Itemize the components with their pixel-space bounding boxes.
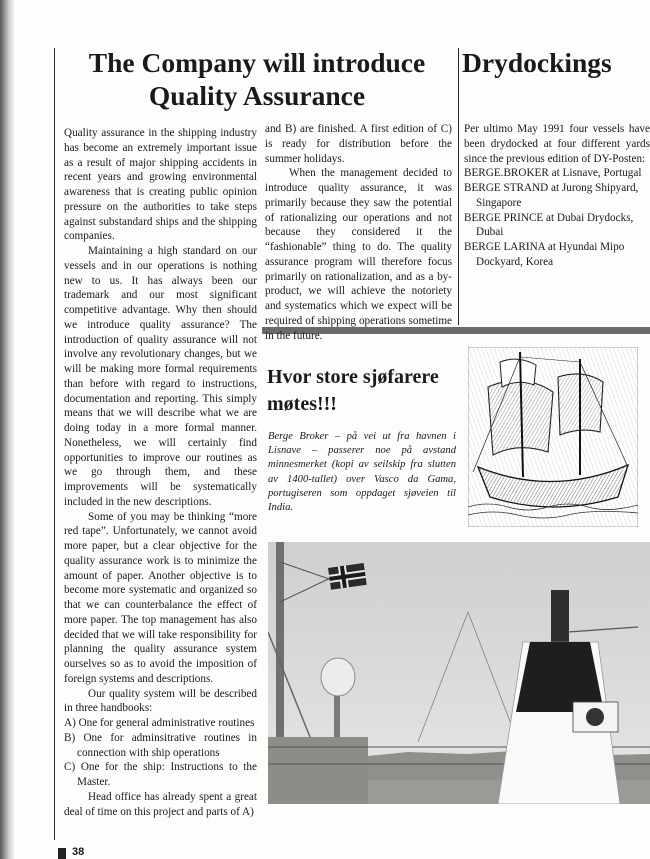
page-number: 38: [72, 846, 85, 858]
drydock-entry: BERGE STRAND at Jurong Shipyard, Singapore: [464, 182, 639, 209]
center-column-rule: [458, 48, 459, 325]
feature-caption: Berge Broker – på vei ut fra havnen i Lisnave – passerer noe på avstand minnesmerket (kopi av seilskip fra slutten av 1400-tallet) over Vasco da Gama, portugiseren som oppdaget sjøveien til India.: [268, 431, 456, 514]
left-column-rule: [54, 48, 55, 840]
paragraph: Our quality system will be described in three handbooks:: [64, 687, 257, 715]
handbook-item: C) One for the ship: Instructions to the Master.: [64, 761, 257, 788]
drydock-entry: BERGE PRINCE at Dubai Drydocks, Dubai: [464, 211, 634, 239]
sailing-ship-illustration: [468, 347, 638, 527]
article-column-1: [64, 126, 257, 819]
paragraph: When the management decided to introduce quality assurance, it was primarily because they saw the potential of rationalizing our operations and not because they considered it the “fashionable” thing to do. The quality assurance program will therefore focus primarily on rationalization, and as a by-product, we will achieve the notoriety and systematics which we expect will be required of shipping operations sometime in the future.: [265, 167, 452, 342]
paragraph: Quality assurance in the shipping industry has become an extremely important issue as a result of major shipping accidents in recent years and growing environmental awareness that is creating public opinion pressure on the authorities to take steps against substandard ships and the shipping companies.: [64, 127, 257, 243]
paragraph: Maintaining a high standard on our vessels and in our operations is nothing new to us. It has always been our trademark and our most significant competitive advantage. Why then should we introduce quality assurance? The introduction of quality assurance will not involve any revolutionary changes, but we will be making more formal requirements than before with regard to instructions, documentation and reporting. This simply means that we will describe what we are doing today in a more formal manner. Nonetheless, we will certainly find opportunities to improve our routines as we go through them, and these improvements will be systematically included in the new descriptions.: [64, 245, 257, 508]
paragraph: Some of you may be thinking “more red tape”. Unfortunately, we cannot avoid more paper, but a clear objective for the quality assurance work is to minimize the amount of paper. Another objective is to become more systematic and organized so that we can counterbalance the effect of more paper. The top management has also decided that we will take responsibility for planning the quality assurance system ourselves so as to avoid the imposition of foreign systems and descriptions.: [64, 510, 257, 685]
handbook-item: B) One for adminsitrative routines in connection with ship operations: [64, 731, 257, 759]
article-title: The Company will introduce Quality Assurance: [88, 47, 426, 111]
drydockings-title: Drydockings: [462, 47, 612, 78]
handbook-item: A) One for general administrative routines: [64, 717, 255, 729]
paragraph: Head office has already spent a great deal of time on this project and parts of A): [64, 790, 257, 818]
page-binding-shadow: [0, 0, 14, 859]
feature-title: Hvor store sjøfarere møtes!!!: [267, 366, 439, 415]
ship-photo: [268, 542, 650, 804]
page-number-marker: [58, 848, 66, 859]
paragraph: and B) are finished. A first edition of C) is ready for distribution before the summer holidays.: [265, 123, 452, 165]
drydock-entry: BERGE LARINA at Hyundai Mipo Dockyard, Korea: [464, 241, 625, 268]
drydock-entry: BERGE.BROKER at Lisnave, Portugal: [464, 167, 642, 180]
drydockings-intro: Per ultimo May 1991 four vessels have been drydocked at four different yards since the previous edition of DY-Posten:: [464, 123, 650, 165]
drydockings-column: [464, 122, 650, 270]
article-column-2: [265, 122, 452, 343]
